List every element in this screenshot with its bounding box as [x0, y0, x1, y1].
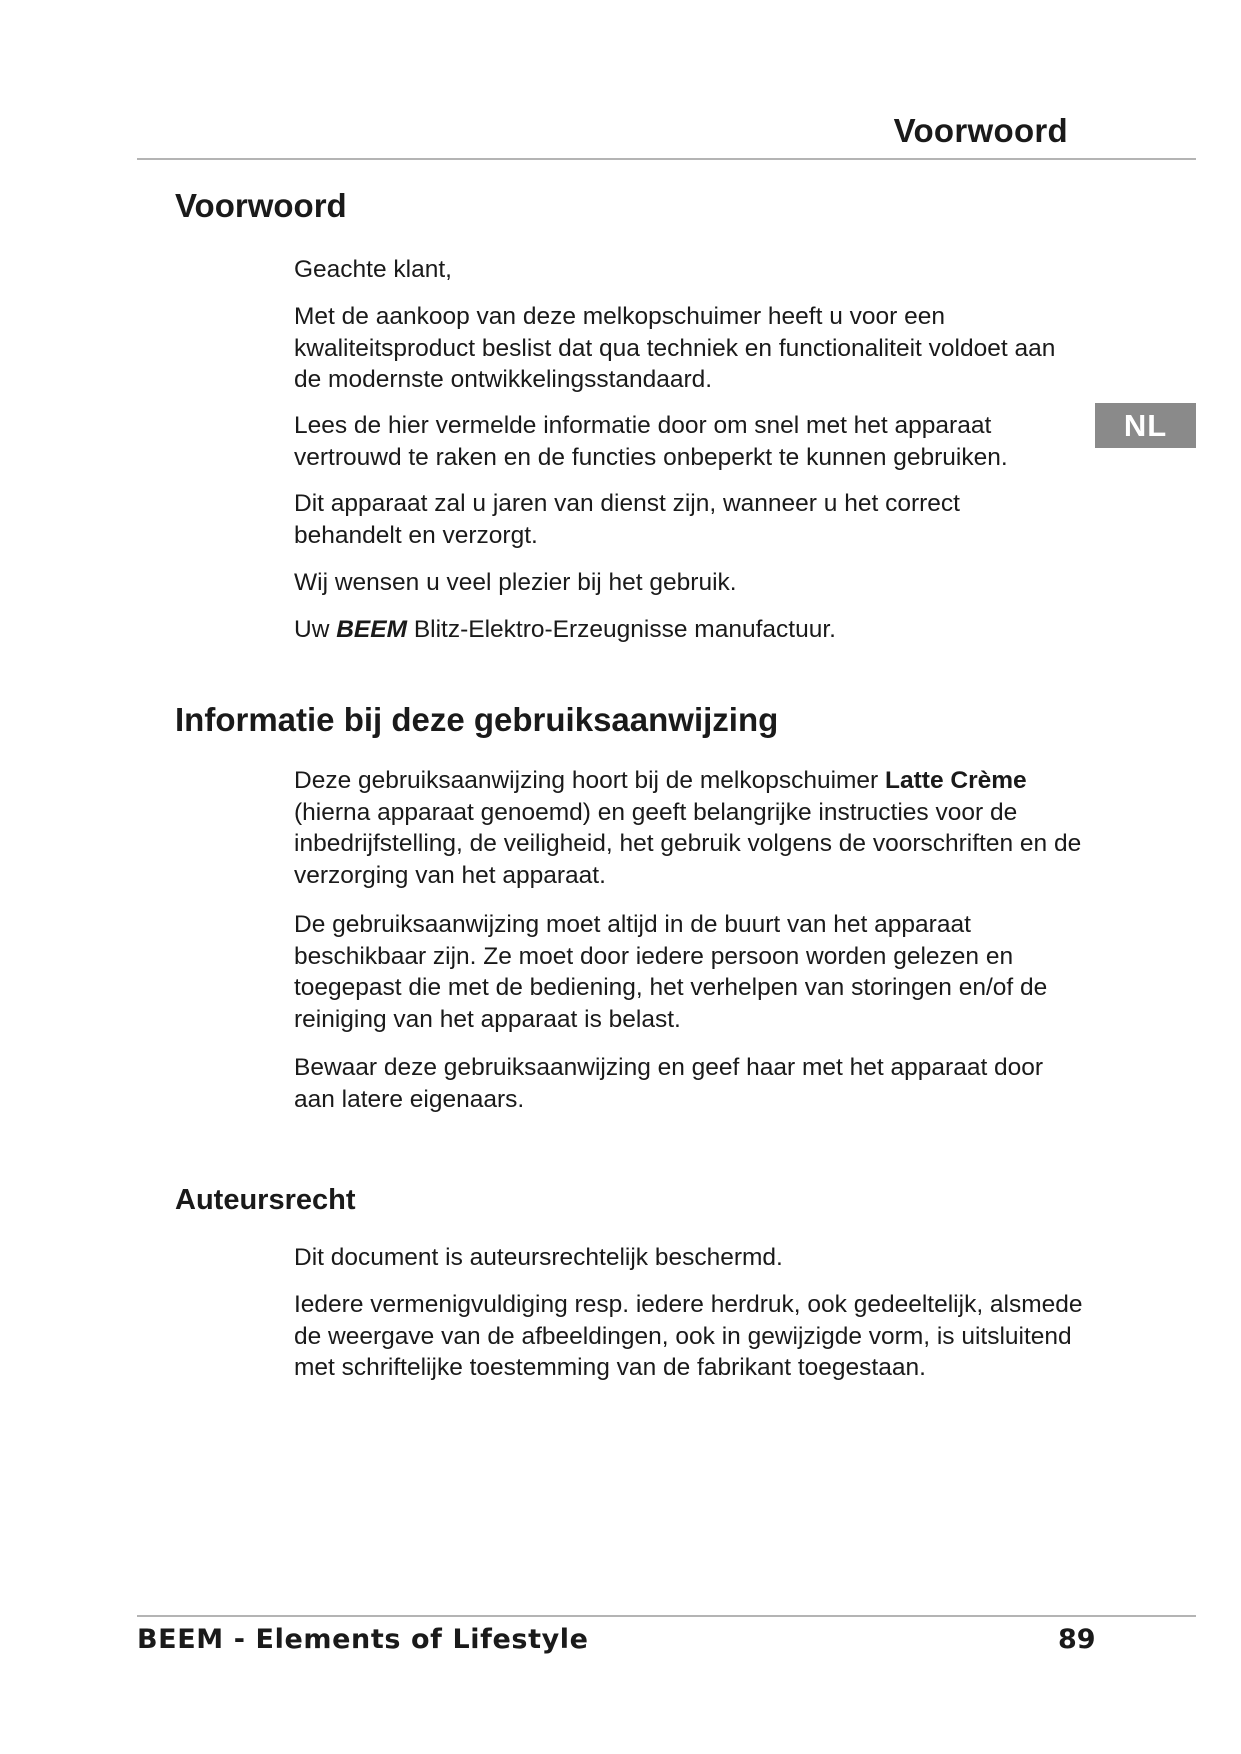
footer-brand: BEEM - Elements of Lifestyle — [137, 1624, 589, 1655]
signoff — [294, 614, 1094, 646]
signoff-suffix: Blitz-Elektro-Erzeugnisse manufactuur. — [413, 616, 836, 643]
paragraph-manual-availability: De gebruiksaanwijzing moet altijd in de buurt van het apparaat beschikbaar zijn. Ze moet door iedere persoon worden gelezen en toegepast die met de bediening, het verhelpen van storingen en/of de reiniging van het apparaat is belast. — [294, 911, 1048, 1033]
heading-copyright: Auteursrecht — [175, 1184, 356, 1216]
signoff-brand: BEEM — [336, 616, 407, 643]
footer-divider — [137, 1615, 1196, 1617]
signoff-prefix: Uw — [294, 616, 330, 643]
header-divider — [137, 158, 1196, 160]
page-header-title: Voorwoord — [893, 112, 1068, 149]
language-tab: NL — [1095, 403, 1196, 448]
manual-text-after: (hierna apparaat genoemd) en geeft belangrijke instructies voor de inbedrijfstelling, de veiligheid, het gebruik volgens de voorschriften en de verzorging van het apparaat. — [294, 798, 1082, 889]
greeting: Geachte klant, — [294, 256, 452, 283]
paragraph-copyright-protected: Dit document is auteursrechtelijk beschermd. — [294, 1244, 783, 1271]
paragraph-enjoy: Wij wensen u veel plezier bij het gebruik. — [294, 569, 737, 596]
manual-text-before: Deze gebruiksaanwijzing hoort bij de melkopschuimer — [294, 767, 879, 794]
paragraph-purchase: Met de aankoop van deze melkopschuimer heeft u voor een kwaliteitsproduct beslist dat qua techniek en functionaliteit voldoet aan de modernste ontwikkelingsstandaard. — [294, 303, 1056, 393]
paragraph-read-info: Lees de hier vermelde informatie door om snel met het apparaat vertrouwd te raken en de functies onbeperkt te kunnen gebruiken. — [294, 412, 1008, 471]
paragraph-manual-belongs — [294, 765, 1094, 891]
heading-voorwoord: Voorwoord — [175, 187, 347, 224]
paragraph-keep-manual: Bewaar deze gebruiksaanwijzing en geef haar met het apparaat door aan latere eigenaars. — [294, 1054, 1044, 1113]
page-number: 89 — [1058, 1624, 1096, 1655]
paragraph-copyright-reproduction: Iedere vermenigvuldiging resp. iedere herdruk, ook gedeeltelijk, alsmede de weergave van de afbeeldingen, ook in gewijzigde vorm, is uitsluitend met schriftelijke toestemming van de fabrikant toegestaan. — [294, 1291, 1083, 1381]
product-name: Latte Crème — [885, 767, 1027, 794]
paragraph-years-service: Dit apparaat zal u jaren van dienst zijn, wanneer u het correct behandelt en verzorgt. — [294, 490, 960, 549]
heading-information: Informatie bij deze gebruiksaanwijzing — [175, 701, 779, 738]
